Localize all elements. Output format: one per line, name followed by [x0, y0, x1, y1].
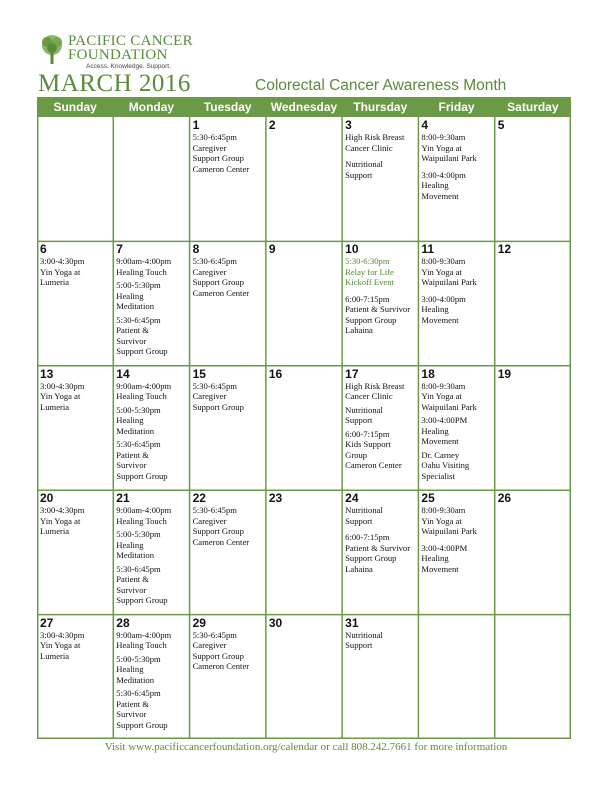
day-header-sunday: Sunday	[53, 100, 97, 114]
day-number: 16	[268, 366, 283, 381]
awareness-theme: Colorectal Cancer Awareness Month	[255, 77, 507, 94]
day-cell-27	[37, 615, 113, 739]
calendar-event: 5:00-5:30pm Healing Meditation	[116, 404, 161, 436]
day-cell-24	[342, 490, 418, 614]
day-cell-5	[495, 117, 571, 241]
day-cell-3	[342, 117, 418, 241]
day-cell-26	[495, 490, 571, 614]
calendar-event: 5:30-6:45pm Patient & Survivor Support Group	[116, 563, 168, 606]
calendar-event: 5:00-5:30pm Healing Meditation	[116, 653, 161, 685]
day-number: 17	[345, 366, 359, 381]
day-header-monday: Monday	[128, 100, 175, 114]
calendar-event: 5:30-6:45pm Caregiver Support Group Cameron Center	[192, 629, 250, 672]
calendar-event: 6:00-7:15pm Patient & Survivor Support Group Lahaina	[345, 532, 411, 574]
day-number: 19	[497, 366, 512, 381]
day-cell-6	[37, 241, 113, 365]
calendar-event: 3:00-4:30pm Yin Yoga at Lumeria	[40, 629, 85, 661]
day-number: 9	[268, 242, 276, 257]
empty-day-cell	[418, 615, 494, 739]
day-number: 1	[192, 118, 200, 132]
day-number: 18	[421, 366, 435, 381]
footer-note: Visit www.pacificcancerfoundation.org/calendar or call 808.242.7661 for more information	[104, 741, 508, 753]
calendar-event: 3:00-4:00pm Healing Movement	[421, 169, 466, 201]
day-number: 31	[345, 615, 359, 630]
day-cell-25	[418, 490, 494, 614]
calendar-event: 8:00-9:30am Yin Yoga at Waipuilani Park	[421, 256, 477, 288]
calendar-event: Nutritional Support	[345, 404, 383, 426]
day-cell-21	[113, 490, 189, 614]
day-number: 29	[192, 615, 206, 630]
day-number: 10	[345, 242, 359, 257]
empty-day-cell	[113, 117, 189, 241]
calendar-event: 3:00-4:30pm Yin Yoga at Lumeria	[40, 505, 85, 537]
day-cell-22	[190, 490, 266, 614]
day-cell-30	[266, 615, 342, 739]
calendar-event: Nutritional Support	[345, 159, 383, 180]
day-cell-19	[495, 366, 571, 490]
month-title: MARCH 2016	[38, 70, 191, 97]
calendar-event: 5:30-6:30pm Relay for Life Kickoff Event	[345, 256, 394, 288]
day-cell-23	[266, 490, 342, 614]
day-cell-18	[418, 366, 494, 490]
org-name-line2: FOUNDATION	[68, 47, 168, 63]
calendar-event: 9:00am-4:00pm Healing Touch	[116, 256, 172, 277]
day-cell-31	[342, 615, 418, 739]
day-number: 8	[192, 242, 200, 257]
calendar-event: 3:00-4:00PM Healing Movement	[421, 415, 468, 447]
day-number: 15	[192, 366, 206, 381]
day-cell-20	[37, 490, 113, 614]
day-number: 26	[497, 491, 512, 506]
calendar-event: 3:00-4:30pm Yin Yoga at Lumeria	[40, 256, 85, 288]
calendar-event: 8:00-9:30am Yin Yoga at Waipuilani Park	[421, 380, 477, 412]
day-cell-7	[113, 241, 189, 365]
calendar-event: Nutritional Support	[345, 505, 383, 526]
calendar-event: 5:00-5:30pm Healing Meditation	[116, 280, 161, 312]
day-number: 27	[40, 615, 54, 630]
org-name-line1: PACIFIC CANCER	[68, 33, 193, 49]
foundation-logo	[38, 34, 213, 74]
calendar-event: 9:00am-4:00pm Healing Touch	[116, 505, 172, 526]
day-number: 3	[345, 118, 352, 132]
day-number: 2	[268, 118, 276, 132]
day-number: 13	[40, 366, 54, 381]
calendar-event: 5:30-6:45pm Patient & Survivor Support Group	[116, 314, 168, 357]
day-cell-9	[266, 241, 342, 365]
calendar-event: High Risk Breast Cancer Clinic	[345, 380, 405, 402]
calendar-event: 5:30-6:45pm Caregiver Support Group	[192, 380, 244, 412]
day-number: 21	[116, 491, 130, 506]
day-cell-14	[113, 366, 189, 490]
day-number: 11	[421, 242, 435, 257]
day-header-tuesday: Tuesday	[203, 100, 252, 114]
day-cell-15	[190, 366, 266, 490]
calendar-event: 6:00-7:15pm Kids Support Group Cameron Center	[345, 428, 402, 471]
org-tagline: Access. Knowledge. Support.	[86, 63, 171, 70]
calendar-event: 3:00-4:30pm Yin Yoga at Lumeria	[40, 380, 85, 412]
calendar-event: Nutritional Support	[345, 629, 383, 651]
calendar-event: 9:00am-4:00pm Healing Touch	[116, 380, 172, 402]
day-cell-28	[113, 615, 189, 739]
calendar-event: 5:30-6:45pm Caregiver Support Group Cameron Center	[192, 256, 250, 298]
day-header-thursday: Thursday	[353, 100, 408, 114]
calendar-event: 3:00-4:00pm Healing Movement	[421, 293, 466, 325]
day-number: 28	[116, 615, 130, 630]
day-number: 25	[421, 491, 435, 506]
day-cell-2	[266, 117, 342, 241]
day-header-wednesday: Wednesday	[270, 100, 338, 114]
calendar-event: 9:00am-4:00pm Healing Touch	[116, 629, 172, 651]
calendar-event: 8:00-9:30am Yin Yoga at Waipuilani Park	[421, 132, 477, 163]
day-cell-29	[190, 615, 266, 739]
calendar-event: 5:30-6:45pm Caregiver Support Group Cameron Center	[192, 505, 250, 547]
calendar-event: High Risk Breast Cancer Clinic	[345, 132, 405, 153]
day-cell-12	[495, 241, 571, 365]
day-number: 4	[421, 118, 429, 132]
day-cell-13	[37, 366, 113, 490]
day-number: 5	[497, 118, 505, 132]
day-number: 24	[345, 491, 359, 506]
calendar-event: 5:30-6:45pm Patient & Survivor Support Group	[116, 688, 168, 730]
calendar-grid	[37, 97, 571, 739]
day-cell-4	[418, 117, 494, 241]
day-number: 30	[268, 615, 283, 630]
day-number: 20	[40, 491, 54, 506]
day-number: 6	[40, 242, 47, 257]
calendar-event: 5:30-6:45pm Caregiver Support Group Cameron Center	[192, 132, 250, 174]
calendar-event: 8:00-9:30am Yin Yoga at Waipuilani Park	[421, 505, 477, 537]
calendar-event: 3:00-4:00PM Healing Movement	[421, 542, 468, 574]
calendar-event: Dr. Carney Oahu Visiting Specialist	[421, 449, 470, 481]
day-cell-17	[342, 366, 418, 490]
day-number: 22	[192, 491, 206, 506]
day-cell-10	[342, 241, 418, 365]
day-number: 7	[116, 242, 123, 257]
day-number: 12	[497, 242, 512, 257]
calendar-event: 6:00-7:15pm Patient & Survivor Support Group Lahaina	[345, 293, 411, 336]
day-header-friday: Friday	[438, 100, 475, 114]
day-cell-1	[190, 117, 266, 241]
calendar-event: 5:30-6:45pm Patient & Survivor Support Group	[116, 439, 168, 481]
tree-icon	[38, 34, 66, 66]
day-number: 23	[268, 491, 283, 506]
empty-day-cell	[495, 615, 571, 739]
day-cell-16	[266, 366, 342, 490]
day-header-saturday: Saturday	[507, 100, 559, 114]
day-cell-8	[190, 241, 266, 365]
empty-day-cell	[37, 117, 113, 241]
day-number: 14	[116, 366, 130, 381]
calendar-event: 5:00-5:30pm Healing Meditation	[116, 529, 161, 561]
day-cell-11	[418, 241, 494, 365]
